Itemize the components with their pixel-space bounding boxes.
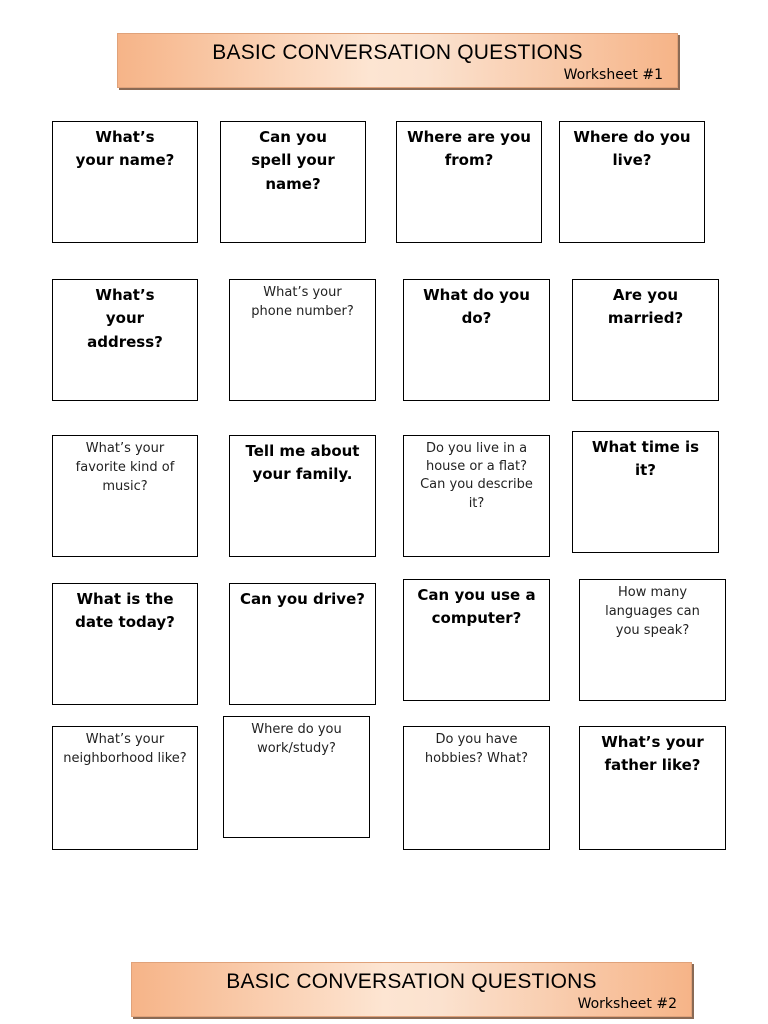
question-card: Do you have hobbies? What? xyxy=(403,726,550,850)
question-card: What’s your favorite kind of music? xyxy=(52,435,198,557)
worksheet-number: Worksheet #2 xyxy=(577,996,677,1012)
question-card: How many languages can you speak? xyxy=(579,579,726,701)
question-card: Tell me about your family. xyxy=(229,435,376,557)
question-card: Can you use a computer? xyxy=(403,579,550,701)
question-card: What is the date today? xyxy=(52,583,198,705)
question-card: Do you live in a house or a flat? Can you describe it? xyxy=(403,435,550,557)
question-card: What’s your father like? xyxy=(579,726,726,850)
question-card: Are you married? xyxy=(572,279,719,401)
question-card: What do you do? xyxy=(403,279,550,401)
worksheet-title: BASIC CONVERSATION QUESTIONS xyxy=(226,970,597,993)
question-card: Where do you work/study? xyxy=(223,716,370,838)
header-banner xyxy=(117,33,678,88)
next-worksheet-banner xyxy=(131,962,692,1017)
worksheet-title: BASIC CONVERSATION QUESTIONS xyxy=(212,41,583,64)
question-card: What’s your neighborhood like? xyxy=(52,726,198,850)
question-card: Where do you live? xyxy=(559,121,705,243)
question-card: Can you drive? xyxy=(229,583,376,705)
question-card: Where are you from? xyxy=(396,121,542,243)
question-card: What’s your address? xyxy=(52,279,198,401)
question-card: Can you spell your name? xyxy=(220,121,366,243)
question-card: What’s your phone number? xyxy=(229,279,376,401)
question-card: What time is it? xyxy=(572,431,719,553)
worksheet-number: Worksheet #1 xyxy=(563,67,663,83)
question-card: What’s your name? xyxy=(52,121,198,243)
